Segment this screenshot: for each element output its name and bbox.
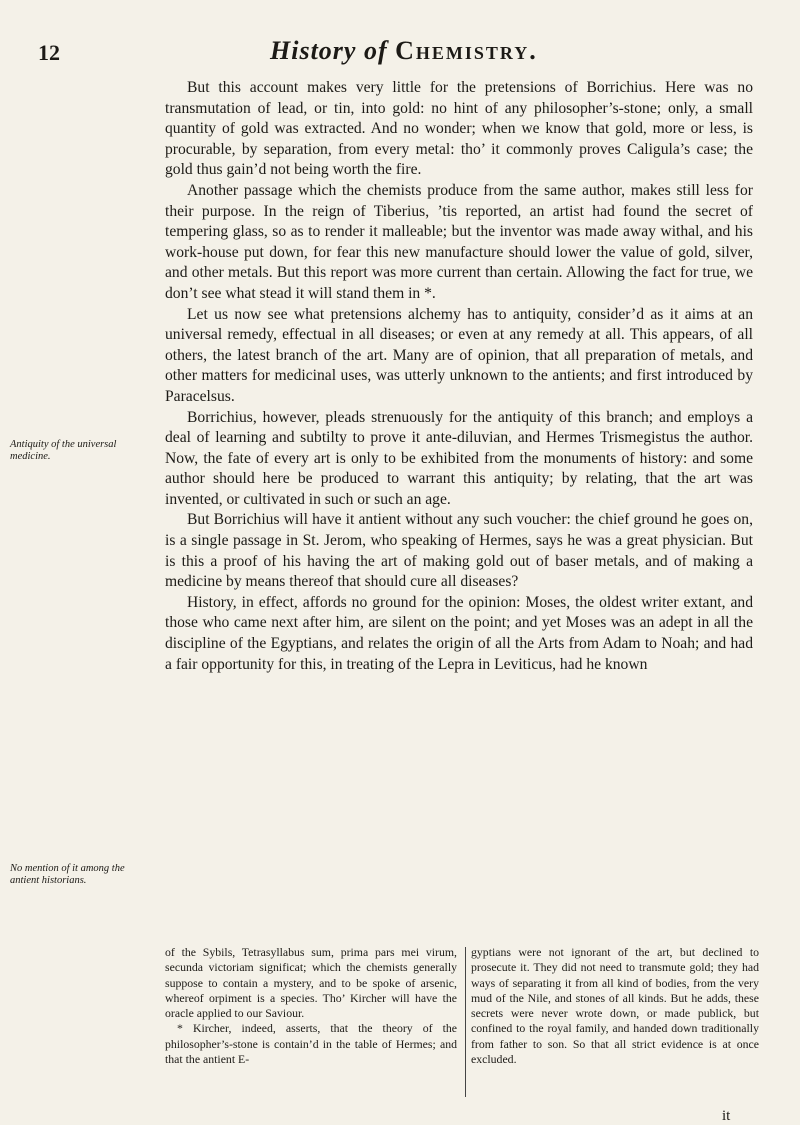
page-number: 12 — [38, 40, 60, 65]
footnote-text: of the Sybils, Tetrasyllabus sum, prima pars mei virum, secunda victoriam significat; which the chemists generally suppose to contain a mystery, and to be spoke of arsenic, whereof orpiment is a species. Tho’ Kircher will have the oracle applied to our Saviour. — [165, 945, 457, 1021]
footnote-text: * Kircher, indeed, asserts, that the theory of the philosopher’s-stone is contain’d in the table of Hermes; and that the antient E- — [165, 1021, 457, 1067]
paragraph: But this account makes very little for the pretensions of Borrichius. Here was no transmutation of lead, or tin, into gold: no hint of any philosopher’s-stone; only, a small quantity of gold was extracted. And no wonder; when we know that gold, more or less, is procurable, by separation, from every metal: tho’ it commonly proves Caligula’s case; the gold thus gain’d not being worth the fire. — [165, 79, 753, 179]
paragraph: Borrichius, however, pleads strenuously for the antiquity of this branch; and employs a deal of learning and subtilty to prove it ante-diluvian, and Hermes Trismegistus the author. Now, the fate of every art is only to be exhibited from the monuments of history: and some author should here be produced to warrant this antiquity; by relating, that the art was invented, or cultivated in such or such an age. — [165, 408, 753, 508]
column-divider — [465, 947, 466, 1097]
running-title-italic: History of — [270, 36, 388, 65]
running-header — [38, 32, 778, 72]
running-title — [270, 36, 538, 66]
footnote-column-right — [471, 945, 759, 1067]
paragraph: History, in effect, affords no ground for the opinion: Moses, the oldest writer extant, and those who came next after him, are silent on the point; and yet Moses was an adept in all the discipline of the Egyptians, and relates the origin of all the Arts from Adam to Noah; and had a fair opportunity for this, in treating of the Lepra in Leviticus, had he known — [165, 593, 753, 673]
footnote-text: gyptians were not ignorant of the art, but declined to prosecute it. They did not need to transmute gold; they had ways of separating it from all kind of bodies, from the very mud of the Nile, and stones of all kinds. But he adds, these secrets were never wrote down, or made publick, but confined to the royal family, and handed down traditionally from father to son. So that all strict evidence is at once excluded. — [471, 945, 759, 1067]
margin-note-antiquity: Antiquity of the universal medicine. — [10, 439, 117, 462]
paragraph: Another passage which the chemists produce from the same author, makes still less for their purpose. In the reign of Tiberius, ’tis reported, an artist had found the secret of tempering glass, so as to render it malleable; but the inventor was made away withal, and his work-house put down, for fear this new manufacture should lower the value of gold, silver, and other metals. But this report was more current than certain. Allowing the fact for true, we don’t see what stead it will stand them in *. — [165, 181, 753, 302]
main-text — [165, 78, 753, 675]
footnote-column-left — [165, 945, 457, 1067]
catchword: it — [722, 1108, 731, 1124]
paragraph: Let us now see what pretensions alchemy has to antiquity, consider’d as it aims at an universal remedy, effectual in all diseases; or even at any remedy at all. This appears, of all others, the latest branch of the art. Many are of opinion, that all preparation of metals, and other matters for medicinal uses, was utterly unknown to the antients; and first introduced by Paracelsus. — [165, 305, 753, 405]
paragraph: But Borrichius will have it antient without any such voucher: the chief ground he goes on, is a single passage in St. Jerom, who speaking of Hermes, says he was a great physician. But is this a proof of his having the art of making gold out of baser metals, and of making a medicine by means thereof that should cure all diseases? — [165, 511, 753, 591]
margin-note-no-mention: No mention of it among the antient historians. — [10, 863, 125, 886]
running-title-caps: Chemistry. — [395, 36, 538, 65]
